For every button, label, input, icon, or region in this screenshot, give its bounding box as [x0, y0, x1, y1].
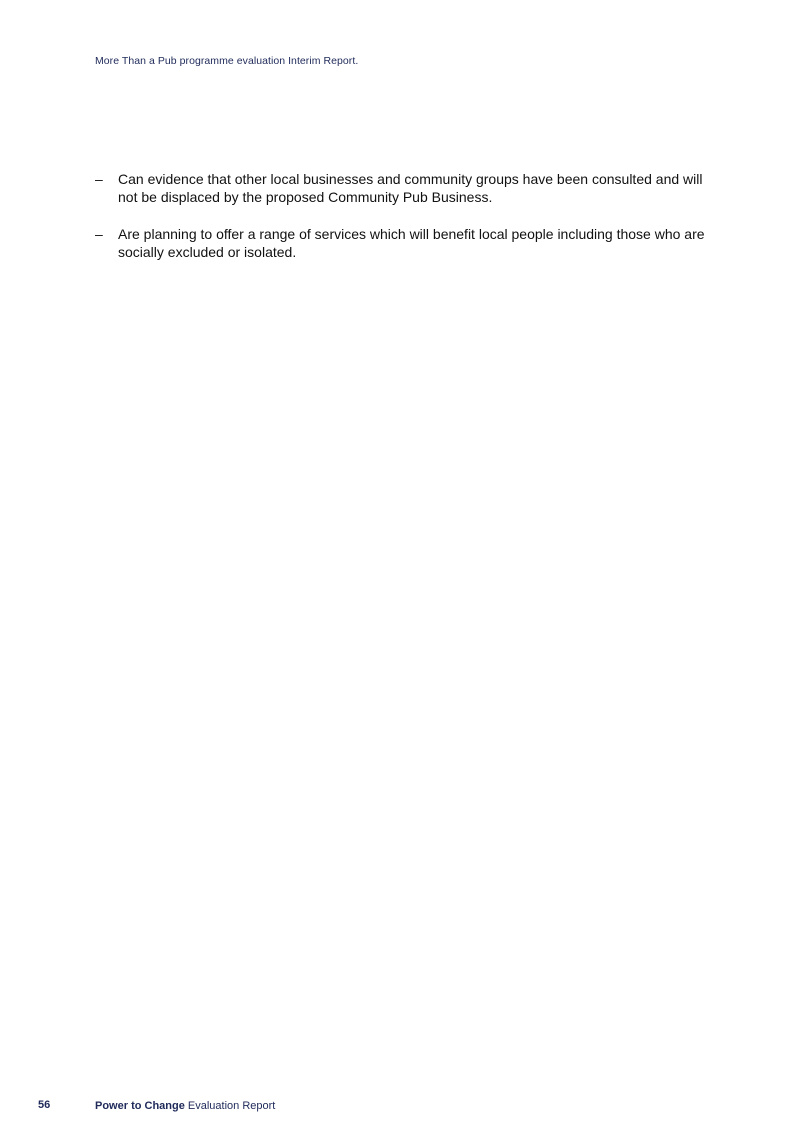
bullet-list [95, 170, 715, 280]
footer-report-label: Evaluation Report [187, 1100, 276, 1112]
list-item-text: Can evidence that other local businesses and community groups have been consulted and will not be displaced by the proposed Community Pub Business. [118, 171, 703, 205]
footer-brand [95, 1100, 275, 1112]
page-number: 56 [38, 1099, 51, 1111]
list-item [95, 170, 715, 206]
list-item [95, 225, 715, 261]
dash-marker: – [95, 226, 103, 242]
list-item-text: Are planning to offer a range of services which will benefit local people including those who are socially excluded or isolated. [118, 226, 705, 260]
footer-brand-name: Power to Change [95, 1100, 185, 1112]
running-header-title: More Than a Pub programme evaluation Interim Report. [95, 55, 359, 67]
dash-marker: – [95, 171, 103, 187]
